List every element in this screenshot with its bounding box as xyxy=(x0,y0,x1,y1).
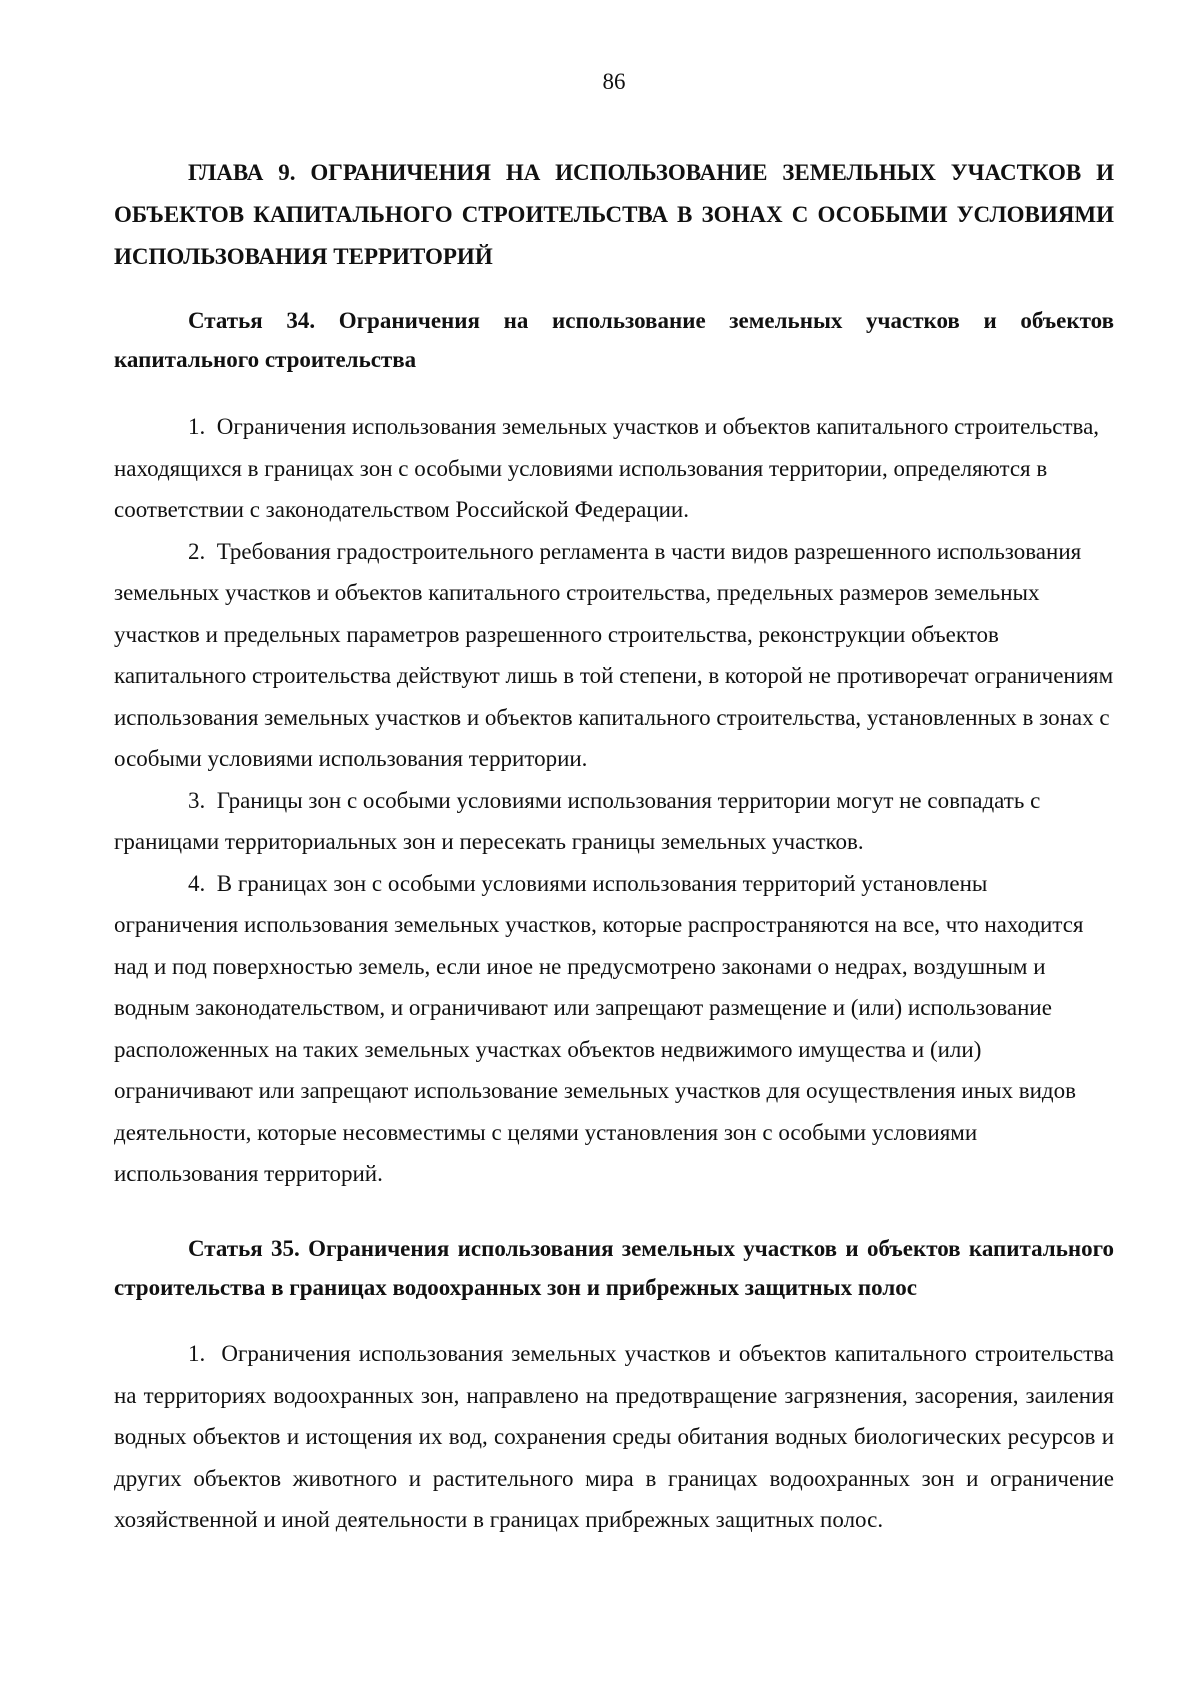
paragraph-text: Требования градостроительного регламента в части видов разрешенного использования земельных участков и объектов капитального строительства, предельных размеров земельных участков и предельных параметров разрешенного строительства, реконструкции объектов капитального строительства действуют лишь в той степени, в которой не противоречат ограничениям использования земельных участков и объектов капитального строительства, установленных в зонах с особыми условиями использования территории. xyxy=(114,538,1114,771)
paragraph-number: 1. xyxy=(188,1341,206,1366)
article-35-title: Статья 35. Ограничения использования земельных участков и объектов капитального строительства в границах водоохранных зон и прибрежных защитных полос xyxy=(114,1236,1114,1300)
paragraph-text: Ограничения использования земельных участков и объектов капитального строительства на территориях водоохранных зон, направлено на предотвращение загрязнения, засорения, заиления водных объектов и истощения их вод, сохранения среды обитания водных биологических ресурсов и других объектов животного и растительного мира в границах водоохранных зон и ограничение хозяйственной и иной деятельности в границах прибрежных защитных полос. xyxy=(114,1341,1115,1532)
paragraph-text: В границах зон с особыми условиями использования территорий установлены ограничения использования земельных участков, которые распространяются на все, что находится над и под поверхностью земель, если иное не предусмотрено законами о недрах, воздушным и водным законодательством, и ограничивают или запрещают размещение и (или) использование расположенных на таких земельных участках объектов недвижимого имущества и (или) ограничивают или запрещают использование земельных участков для осуществления иных видов деятельности, которые несовместимы с целями установления зон с особыми условиями использования территорий. xyxy=(114,870,1084,1186)
article-35-paragraph-1 xyxy=(114,1333,1114,1541)
paragraph-number: 2. xyxy=(188,538,206,564)
paragraph-text: Границы зон с особыми условиями использования территории могут не совпадать с границами территориальных зон и пересекать границы земельных участков. xyxy=(114,787,1041,854)
article-34-paragraph-3 xyxy=(114,780,1114,863)
document-page xyxy=(114,0,1114,1697)
paragraph-number: 1. xyxy=(188,414,206,439)
chapter-title: ГЛАВА 9. ОГРАНИЧЕНИЯ НА ИСПОЛЬЗОВАНИЕ ЗЕМЕЛЬНЫХ УЧАСТКОВ И ОБЪЕКТОВ КАПИТАЛЬНОГО СТРОИТЕЛЬСТВА В ЗОНАХ С ОСОБЫМИ УСЛОВИЯМИ ИСПОЛЬЗОВАНИЯ ТЕРРИТОРИЙ xyxy=(114,160,1114,269)
article-35-body xyxy=(114,1333,1114,1541)
paragraph-number: 4. xyxy=(188,870,206,896)
page-number: 86 xyxy=(602,69,626,94)
article-34-paragraph-2 xyxy=(114,531,1114,780)
paragraph-number: 3. xyxy=(188,787,206,813)
article-34-body xyxy=(114,406,1114,1195)
article-34-paragraph-4 xyxy=(114,863,1114,1195)
article-34-title: Статья 34. Ограничения на использование земельных участков и объектов капитального строительства xyxy=(114,308,1114,372)
paragraph-text: Ограничения использования земельных участков и объектов капитального строительства, находящихся в границах зон с особыми условиями использования территории, определяются в соответствии с законодательством Российской Федерации. xyxy=(114,414,1100,522)
article-34-paragraph-1 xyxy=(114,406,1114,531)
